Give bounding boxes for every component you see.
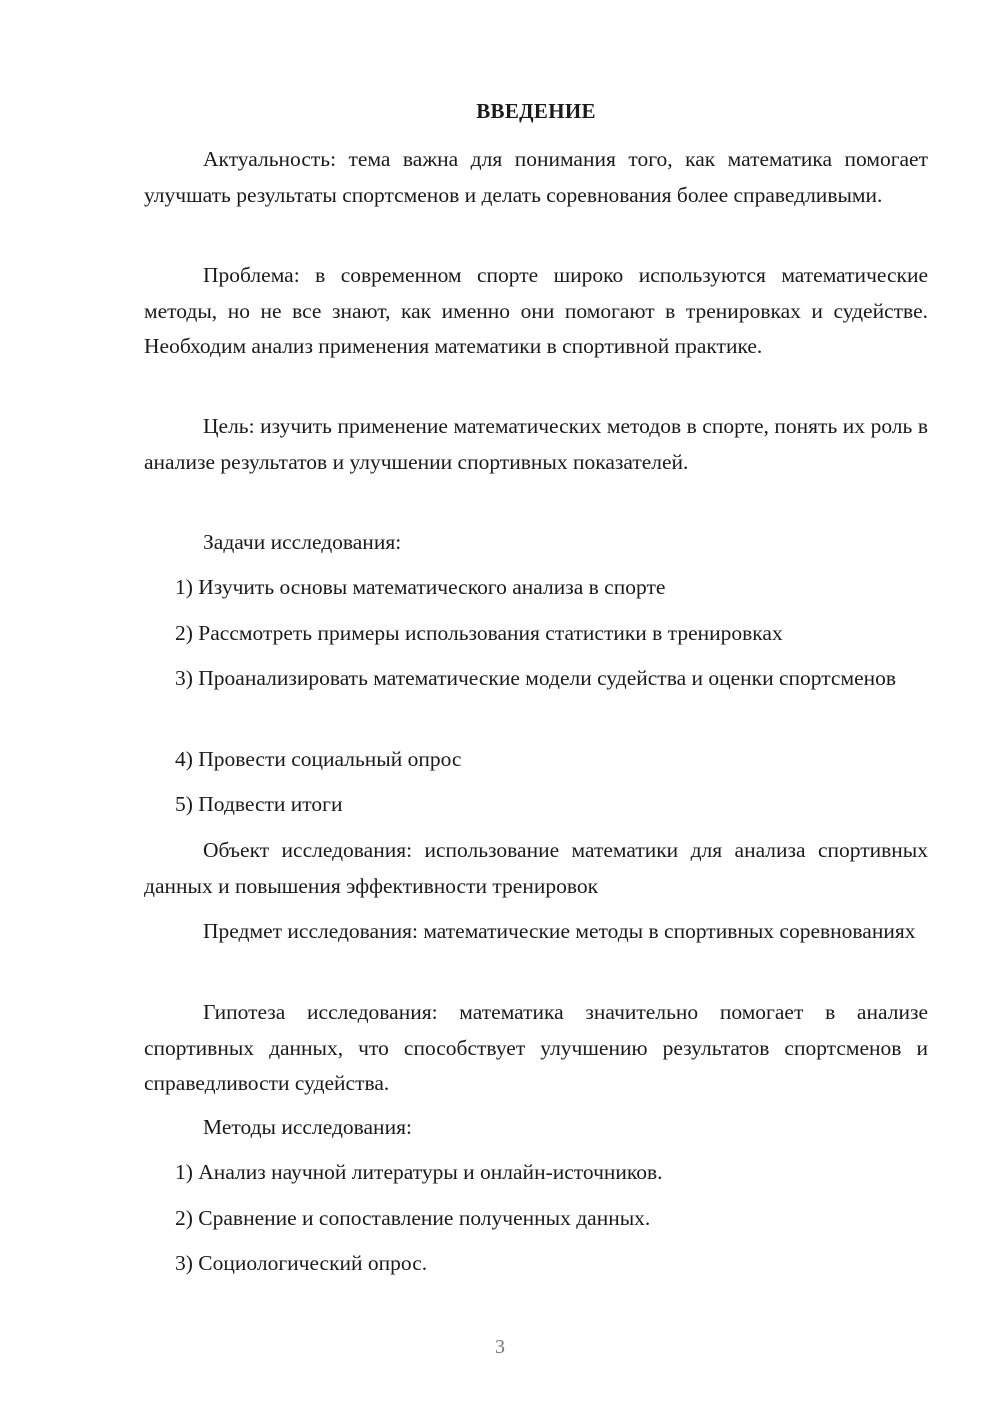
object-paragraph: Объект исследования: использование математики для анализа спортивных данных и повышения эффективности тренировок <box>144 838 928 898</box>
task-item-5: 5) Подвести итоги <box>175 792 343 816</box>
page-number: 3 <box>495 1336 505 1358</box>
subject-paragraph: Предмет исследования: математические методы в спортивных соревнованиях <box>203 919 916 943</box>
method-item-3: 3) Социологический опрос. <box>175 1251 428 1275</box>
relevance-paragraph: Актуальность: тема важна для понимания того, как математика помогает улучшать результаты спортсменов и делать соревнования более справедливыми. <box>144 147 928 207</box>
problem-paragraph: Проблема: в современном спорте широко используются математические методы, но не все знают, как именно они помогают в тренировках и судействе. Необходим анализ применения математики в спортивной практике. <box>144 263 928 358</box>
method-item-2: 2) Сравнение и сопоставление полученных данных. <box>175 1206 651 1230</box>
tasks-heading: Задачи исследования: <box>203 530 402 554</box>
methods-heading: Методы исследования: <box>203 1115 412 1139</box>
hypothesis-paragraph: Гипотеза исследования: математика значительно помогает в анализе спортивных данных, что способствует улучшению результатов спортсменов и справедливости судейства. <box>144 1000 928 1095</box>
task-item-3: 3) Проанализировать математические модели судейства и оценки спортсменов <box>175 666 897 690</box>
task-item-2: 2) Рассмотреть примеры использования статистики в тренировках <box>175 621 783 645</box>
page-title: ВВЕДЕНИЕ <box>476 99 596 123</box>
task-item-1: 1) Изучить основы математического анализа в спорте <box>175 575 666 599</box>
goal-paragraph: Цель: изучить применение математических методов в спорте, понять их роль в анализе результатов и улучшении спортивных показателей. <box>144 414 928 474</box>
document-page <box>144 0 928 1414</box>
task-item-4: 4) Провести социальный опрос <box>175 747 462 771</box>
method-item-1: 1) Анализ научной литературы и онлайн-источников. <box>175 1160 663 1184</box>
